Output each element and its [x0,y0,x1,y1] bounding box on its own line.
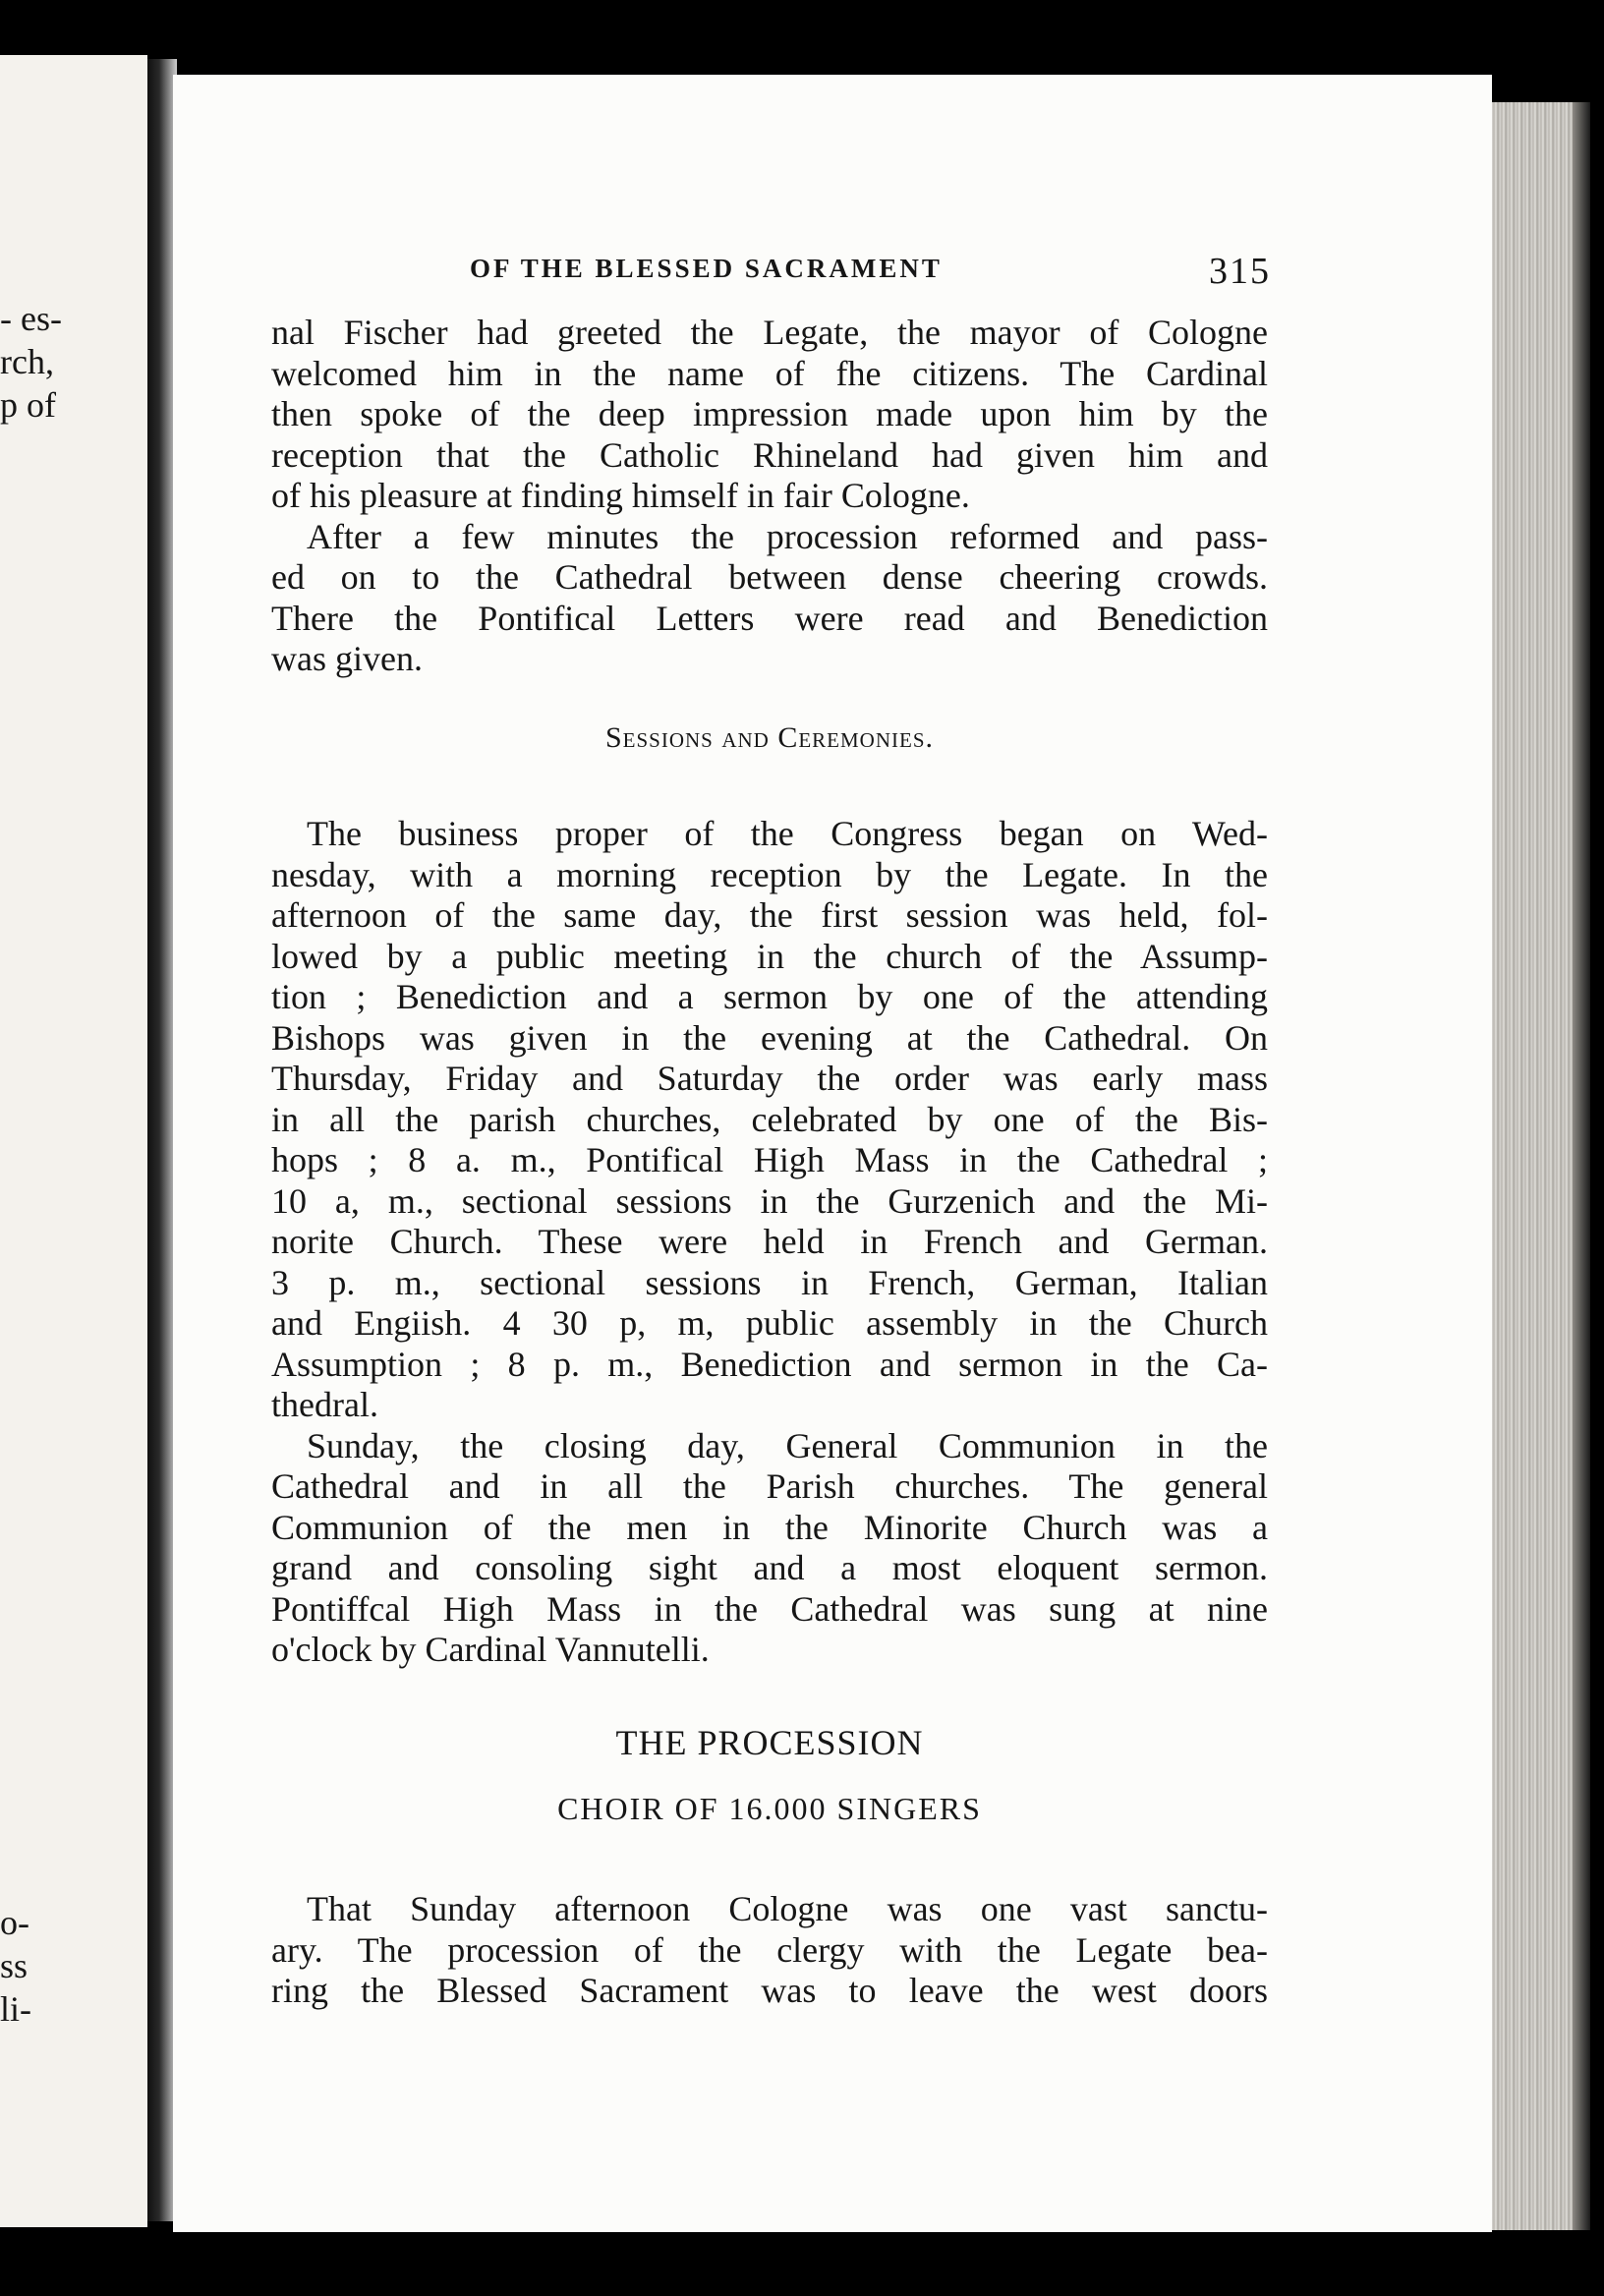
running-header: OF THE BLESSED SACRAMENT [470,254,943,283]
page-number: 315 [1209,251,1271,292]
text-line: afternoon of the same day, the first session was held, fol- [271,895,1268,935]
text-line: and Engiish. 4 30 p, m, public assembly in the Church [271,1303,1268,1343]
text-line: Bishops was given in the evening at the Cathedral. On [271,1017,1268,1058]
text-line: There the Pontifical Letters were read and Benediction [271,598,1268,638]
text-line: nal Fischer had greeted the Legate, the mayor of Cologne [271,313,1268,352]
text-line: of his pleasure at finding himself in fair Cologne. [271,476,970,515]
page-stack-edge [1492,102,1582,2230]
left-page-fragment: li- [0,1989,31,2029]
paragraph-block [271,1889,1268,2012]
section-heading: Sessions and Ceremonies. [604,721,935,754]
text-line: Pontiffcal High Mass in the Cathedral was sung at nine [271,1588,1268,1629]
text-line: hops ; 8 a. m., Pontifical High Mass in the Cathedral ; [271,1140,1268,1179]
left-page-fragment: ss [0,1946,29,1985]
text-line: nesday, with a morning reception by the Legate. In the [271,854,1268,894]
text-line: norite Church. These were held in French and German. [271,1222,1268,1261]
text-line: ed on to the Cathedral between dense cheering crowds. [271,557,1268,597]
left-page-fragment: rch, [0,342,54,381]
paragraph-block [271,814,1268,1671]
text-line: That Sunday afternoon Cologne was one vast sanctu- [307,1889,1268,1928]
page-stack-shadow [1573,102,1590,2230]
text-line: tion ; Benediction and a sermon by one of the attending [271,977,1268,1016]
left-page-edge [0,55,147,2227]
paragraph-block [271,313,1268,680]
text-line: in all the parish churches, celebrated by one of the Bis- [271,1099,1268,1139]
text-line: ring the Blessed Sacrament was to leave the west doors [271,1971,1268,2010]
text-line: Communion of the men in the Minorite Church was a [271,1507,1268,1547]
text-line: then spoke of the deep impression made upon him by the [271,394,1268,433]
text-line: reception that the Catholic Rhineland had given him and [271,434,1268,475]
text-line: Cathedral and in all the Parish churches. The general [271,1466,1268,1506]
text-line: grand and consoling sight and a most eloquent sermon. [271,1548,1268,1587]
procession-subheading: CHOIR OF 16.000 SINGERS [557,1791,982,1826]
text-line: o'clock by Cardinal Vannutelli. [271,1630,710,1669]
text-line: After a few minutes the procession reformed and pass- [307,516,1268,556]
text-line: thedral. [271,1385,378,1424]
procession-heading: THE PROCESSION [615,1723,924,1762]
left-page-fragment: p of [0,385,56,425]
text-line: Thursday, Friday and Saturday the order was early mass [271,1059,1268,1098]
text-line: 10 a, m., sectional sessions in the Gurzenich and the Mi- [271,1180,1268,1221]
text-line: welcomed him in the name of fhe citizens. The Cardinal [271,353,1268,393]
text-line: 3 p. m., sectional sessions in French, German, Italian [271,1262,1268,1302]
text-line: was given. [271,639,423,678]
left-page-fragment: o- [0,1903,29,1942]
text-line: ary. The procession of the clergy with the Legate bea- [271,1929,1268,1970]
text-line: lowed by a public meeting in the church of the Assump- [271,936,1268,976]
text-line: The business proper of the Congress began on Wed- [307,814,1268,853]
text-line: Sunday, the closing day, General Communion in the [307,1425,1268,1465]
left-page-fragment: - es- [0,299,62,338]
text-line: Assumption ; 8 p. m., Benediction and sermon in the Ca- [271,1344,1268,1384]
